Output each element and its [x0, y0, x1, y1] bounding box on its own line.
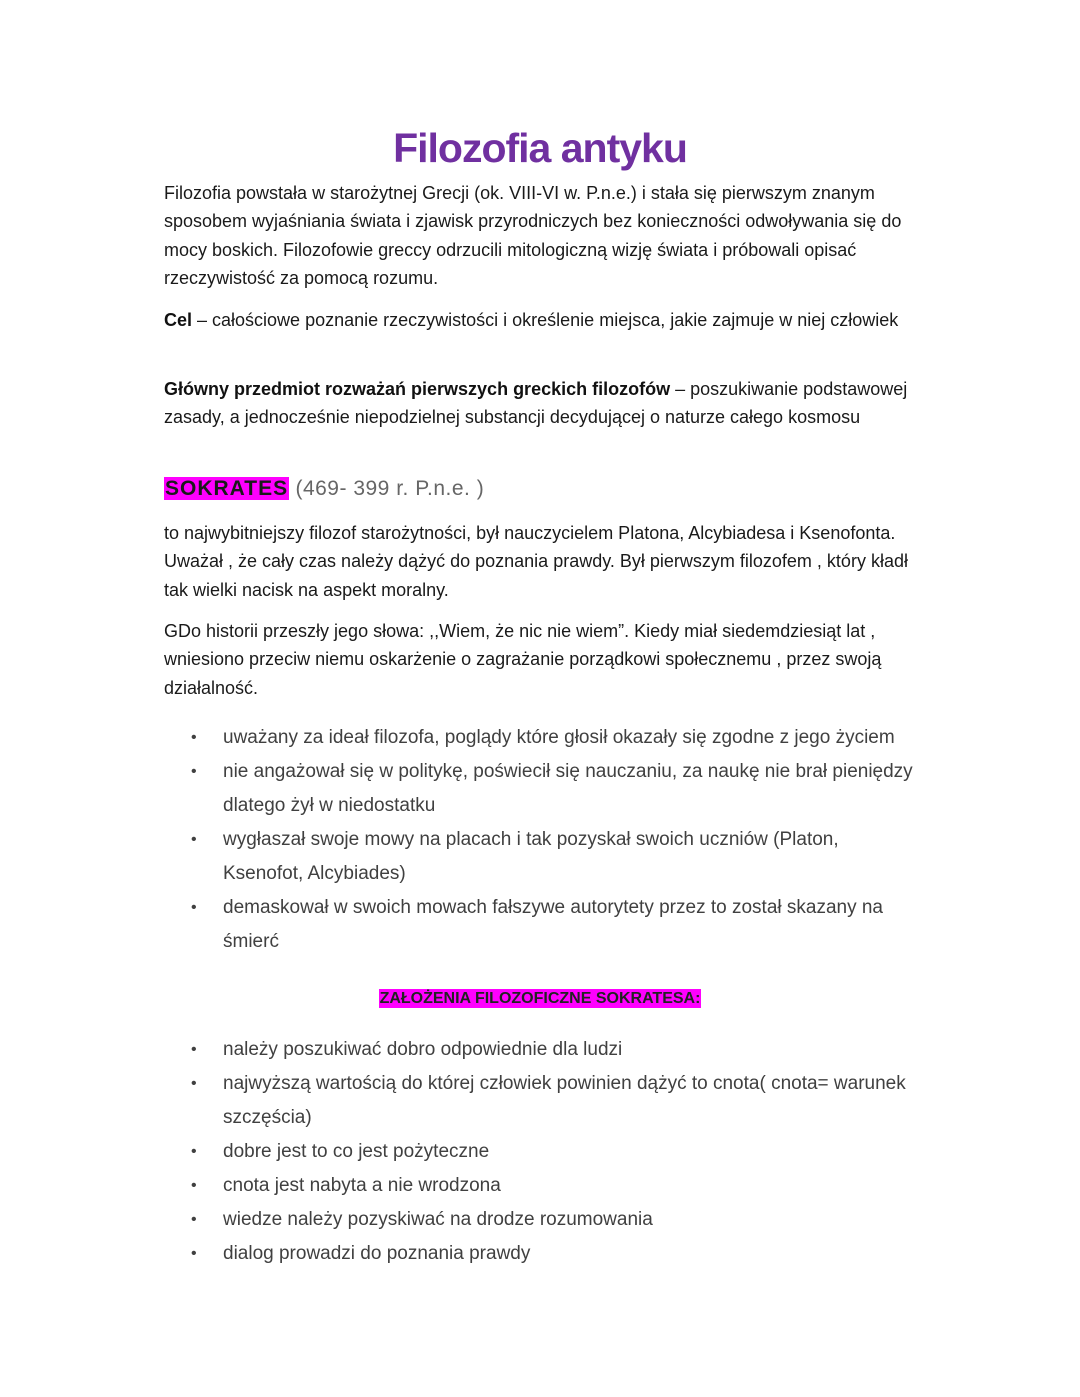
- bullet-icon: •: [191, 1245, 197, 1262]
- bullet-icon: •: [191, 1177, 197, 1194]
- list-item: • uważany za ideał filozofa, poglądy które głosił okazały się zgodne z jego życiem: [164, 721, 924, 755]
- page-title: Filozofia antyku: [393, 125, 687, 171]
- sokrates-heading: [164, 474, 484, 504]
- bullet-icon: •: [191, 729, 197, 746]
- list-item: • demaskował w swoich mowach fałszywe autorytety przez to został skazany na śmierć: [164, 891, 924, 959]
- list-item: • najwyższą wartością do której człowiek powinien dążyć to cnota( cnota= warunek szczęścia): [164, 1067, 924, 1135]
- przedmiot-text: – poszukiwanie podstawowej zasady, a jednocześnie niepodzielnej substancji decydującej o naturze całego kosmosu: [164, 379, 908, 428]
- sokrates-quote-paragraph: GDo historii przeszły jego słowa: ,,Wiem, że nic nie wiem”. Kiedy miał siedemdziesiąt lat , wniesiono przeciw niemu oskarżenie o zagrażanie porządkowi społecznemu , przez swoją działalność.: [164, 621, 882, 698]
- intro-paragraph: Filozofia powstała w starożytnej Grecji (ok. VIII-VI w. P.n.e.) i stała się pierwszym znanym sposobem wyjaśniania świata i zjawisk przyrodniczych bez konieczności odwoływania się do mocy boskich. Filozofowie greccy odrzucili mitologiczną wizję świata i próbowali opisać rzeczywistość za pomocą rozumu.: [164, 183, 902, 288]
- bullet-icon: •: [191, 1075, 197, 1092]
- list-item: • dialog prowadzi do poznania prawdy: [164, 1237, 924, 1271]
- zalozenia-heading-highlight: ZAŁOŻENIA FILOZOFICZNE SOKRATESA:: [379, 990, 701, 1007]
- sokrates-facts-list: [164, 721, 924, 959]
- bullet-icon: •: [191, 1041, 197, 1058]
- bullet-icon: •: [191, 831, 197, 848]
- list-item: • cnota jest nabyta a nie wrodzona: [164, 1169, 924, 1203]
- cel-term: Cel: [164, 310, 193, 330]
- przedmiot-term: Główny przedmiot rozważań pierwszych greckich filozofów: [164, 379, 671, 399]
- list-item: • nie angażował się w politykę, poświecił się nauczaniu, za naukę nie brał pieniędzy dlatego żył w niedostatku: [164, 755, 924, 823]
- list-item: • dobre jest to co jest pożyteczne: [164, 1135, 924, 1169]
- cel-text: – całościowe poznanie rzeczywistości i określenie miejsca, jakie zajmuje w niej człowiek: [192, 310, 899, 330]
- list-item: • należy poszukiwać dobro odpowiednie dla ludzi: [164, 1033, 924, 1067]
- sokrates-bio-paragraph: to najwybitniejszy filozof starożytności, był nauczycielem Platona, Alcybiadesa i Ksenofonta. Uważał , że cały czas należy dążyć do poznania prawdy. Był pierwszym filozofem , który kładł tak wielki nacisk na aspekt moralny.: [164, 523, 908, 600]
- list-item: • wiedze należy pozyskiwać na drodze rozumowania: [164, 1203, 924, 1237]
- bullet-icon: •: [191, 899, 197, 916]
- bullet-icon: •: [191, 1143, 197, 1160]
- zalozenia-list: [164, 1033, 924, 1271]
- zalozenia-heading: [0, 986, 1080, 1012]
- przedmiot-paragraph: [164, 375, 924, 432]
- bullet-icon: •: [191, 763, 197, 780]
- sokrates-dates: (469- 399 r. P.n.e. ): [289, 477, 485, 500]
- sokrates-name-highlight: SOKRATES: [165, 477, 289, 500]
- bullet-icon: •: [191, 1211, 197, 1228]
- cel-paragraph: [164, 306, 924, 334]
- list-item: • wygłaszał swoje mowy na placach i tak pozyskał swoich uczniów (Platon, Ksenofot, Alcybiades): [164, 823, 924, 891]
